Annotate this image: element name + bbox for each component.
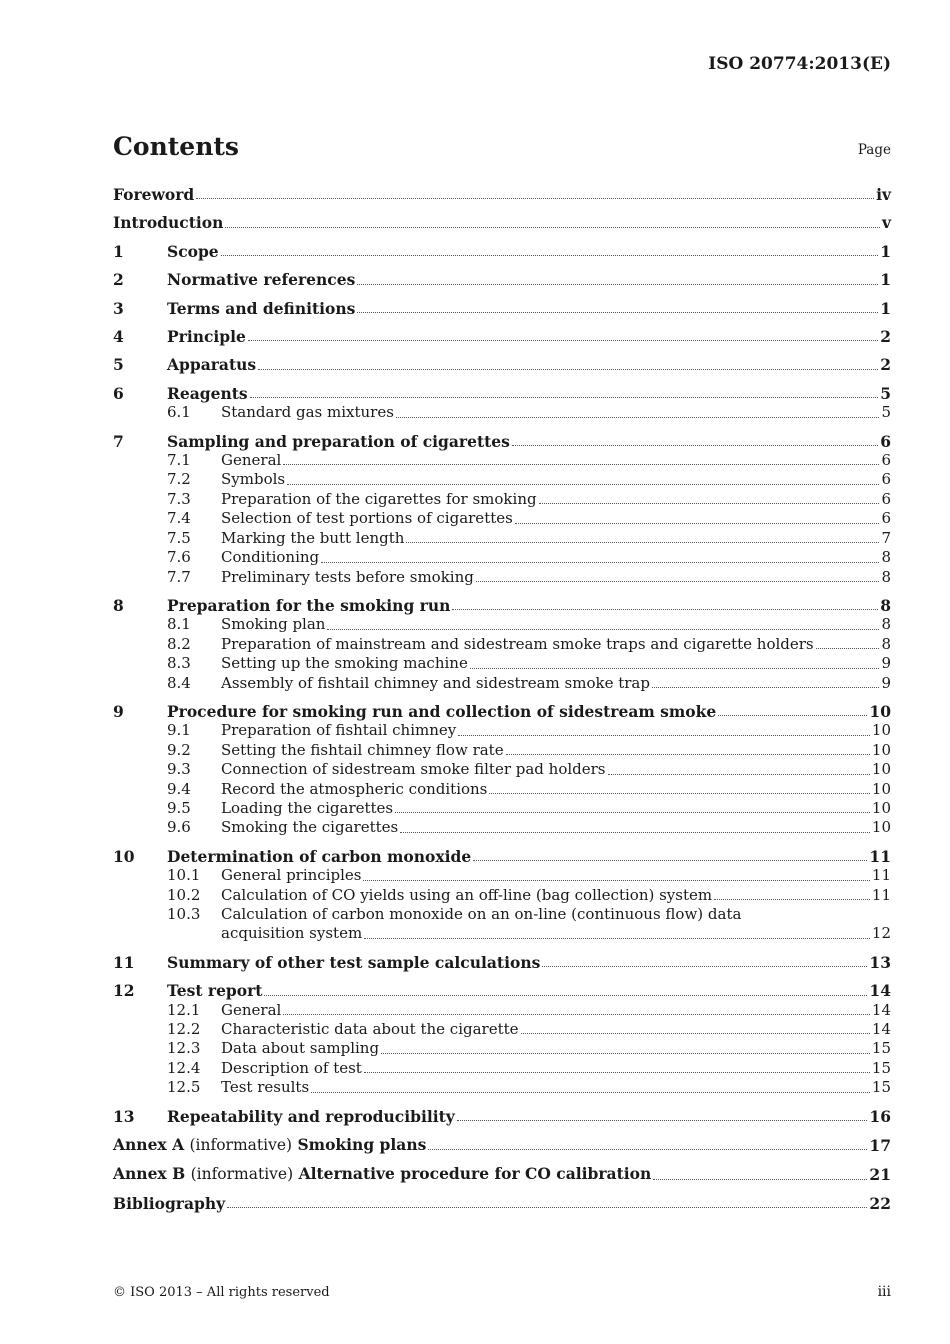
toc-title: Assembly of fishtail chimney and sidestream smoke trap bbox=[221, 673, 650, 692]
toc-entry-13[interactable] bbox=[113, 1107, 891, 1126]
dot-leader bbox=[473, 860, 867, 861]
toc-page: 8 bbox=[881, 567, 891, 586]
toc-number: 8.2 bbox=[167, 634, 191, 653]
toc-page: 11 bbox=[871, 885, 891, 904]
toc-title: Test results bbox=[221, 1078, 310, 1097]
toc-page: 17 bbox=[869, 1136, 891, 1156]
toc-title: Reagents bbox=[167, 383, 248, 403]
dot-leader bbox=[264, 995, 867, 996]
toc-title: Normative references bbox=[167, 270, 356, 290]
page-number: iii bbox=[877, 1284, 891, 1300]
toc-page: 11 bbox=[869, 846, 891, 866]
dot-leader bbox=[311, 1092, 870, 1093]
toc-entry-bibliography[interactable] bbox=[113, 1194, 891, 1213]
toc-page: v bbox=[881, 213, 891, 233]
dot-leader bbox=[457, 1120, 868, 1121]
toc-number: 9.3 bbox=[167, 760, 191, 779]
toc-title: Record the atmospheric conditions bbox=[221, 779, 488, 798]
dot-leader bbox=[327, 629, 879, 630]
toc-page: 14 bbox=[871, 1020, 891, 1039]
toc-title: Characteristic data about the cigarette bbox=[221, 1020, 519, 1039]
toc-number: 9.4 bbox=[167, 779, 191, 798]
toc-title: Preparation of fishtail chimney bbox=[221, 721, 457, 740]
dot-leader bbox=[458, 735, 870, 736]
toc-title: Introduction bbox=[113, 213, 224, 233]
dot-leader bbox=[396, 417, 880, 418]
toc-title: Conditioning bbox=[221, 548, 320, 567]
annex-info: (informative) bbox=[190, 1165, 294, 1184]
dot-leader bbox=[652, 687, 879, 688]
toc-page: 10 bbox=[871, 740, 891, 759]
annex-title: Smoking plans bbox=[297, 1135, 427, 1155]
toc-page: 8 bbox=[881, 615, 891, 634]
toc-entry-6[interactable] bbox=[113, 384, 891, 403]
toc-number: 10.1 bbox=[167, 866, 201, 885]
dot-leader bbox=[248, 340, 878, 341]
dot-leader bbox=[406, 542, 879, 543]
toc-entry-12-1[interactable] bbox=[113, 1001, 891, 1020]
annex-title: Alternative procedure for CO calibration bbox=[298, 1164, 652, 1184]
toc-entry-9[interactable] bbox=[113, 702, 891, 721]
toc-title: Preparation of mainstream and sidestream smoke traps and cigarette holders bbox=[221, 634, 814, 653]
toc-number: 12.3 bbox=[167, 1039, 201, 1058]
toc-number: 11 bbox=[113, 952, 135, 972]
toc-number: 7.7 bbox=[167, 567, 191, 586]
toc-title: Loading the cigarettes bbox=[221, 798, 394, 817]
dot-leader bbox=[395, 812, 870, 813]
toc-page: 6 bbox=[881, 489, 891, 508]
toc-page: 10 bbox=[871, 760, 891, 779]
toc-entry-1[interactable] bbox=[113, 242, 891, 261]
toc-page: 9 bbox=[881, 654, 891, 673]
toc-title bbox=[113, 1164, 651, 1184]
dot-leader bbox=[250, 397, 879, 398]
dot-leader bbox=[476, 581, 880, 582]
toc-entry-9-1[interactable] bbox=[113, 721, 891, 740]
dot-leader bbox=[227, 1207, 867, 1208]
toc-entry-7-4[interactable] bbox=[113, 509, 891, 528]
dot-leader bbox=[287, 484, 879, 485]
toc-page: 1 bbox=[880, 241, 891, 261]
toc-title: Procedure for smoking run and collection of sidestream smoke bbox=[167, 701, 717, 721]
toc-page: 10 bbox=[871, 818, 891, 837]
toc-title: Bibliography bbox=[113, 1193, 226, 1213]
toc-title: Setting the fishtail chimney flow rate bbox=[221, 740, 504, 759]
dot-leader bbox=[321, 562, 879, 563]
toc-page: 2 bbox=[880, 355, 891, 375]
toc-page: 15 bbox=[871, 1078, 891, 1097]
dot-leader bbox=[357, 284, 878, 285]
toc-title: Smoking plan bbox=[221, 615, 326, 634]
toc-entry-11[interactable] bbox=[113, 953, 891, 972]
dot-leader bbox=[428, 1149, 867, 1150]
toc-entry-12[interactable] bbox=[113, 981, 891, 1000]
toc-entry-9-6[interactable] bbox=[113, 818, 891, 837]
dot-leader bbox=[714, 899, 870, 900]
dot-leader bbox=[452, 609, 878, 610]
annex-label: Annex B bbox=[113, 1164, 186, 1184]
toc-entry-introduction[interactable] bbox=[113, 213, 891, 232]
toc-entry-12-3[interactable] bbox=[113, 1039, 891, 1058]
toc-page: 13 bbox=[869, 952, 891, 972]
toc-title: Preparation of the cigarettes for smoking bbox=[221, 489, 537, 508]
dot-leader bbox=[816, 648, 880, 649]
toc-number: 10.2 bbox=[167, 885, 201, 904]
annex-label: Annex A bbox=[113, 1135, 185, 1155]
toc-title: Description of test bbox=[221, 1058, 362, 1077]
toc-title: General bbox=[221, 1000, 282, 1019]
document-id: ISO 20774:2013(E) bbox=[708, 54, 891, 74]
toc-title: Connection of sidestream smoke filter pad holders bbox=[221, 760, 606, 779]
toc-page: 14 bbox=[871, 1000, 891, 1019]
toc-number: 12.5 bbox=[167, 1078, 201, 1097]
toc-page: 1 bbox=[880, 270, 891, 290]
toc-title: Terms and definitions bbox=[167, 298, 356, 318]
toc-title: Preliminary tests before smoking bbox=[221, 567, 474, 586]
toc-page: 1 bbox=[880, 298, 891, 318]
toc-title-line1: Calculation of carbon monoxide on an on-line (continuous flow) data bbox=[221, 905, 742, 923]
toc-number: 10 bbox=[113, 846, 135, 866]
toc-title: Principle bbox=[167, 327, 246, 347]
toc-entry-12-4[interactable] bbox=[113, 1059, 891, 1078]
toc-entry-12-2[interactable] bbox=[113, 1020, 891, 1039]
toc-page: 8 bbox=[881, 548, 891, 567]
toc-entry-4[interactable] bbox=[113, 327, 891, 346]
toc-title: General principles bbox=[221, 866, 362, 885]
toc-page: 12 bbox=[871, 924, 891, 943]
toc-number: 7.6 bbox=[167, 548, 191, 567]
toc-page: 14 bbox=[869, 981, 891, 1001]
toc-number: 9.2 bbox=[167, 740, 191, 759]
toc-number: 8.3 bbox=[167, 654, 191, 673]
toc-title: Summary of other test sample calculations bbox=[167, 952, 541, 972]
toc-entry-7-3[interactable] bbox=[113, 490, 891, 509]
toc-number: 9.6 bbox=[167, 818, 191, 837]
toc-number: 7.5 bbox=[167, 528, 191, 547]
toc-entry-annex-b[interactable] bbox=[113, 1164, 891, 1184]
toc-entry-10-3-continued[interactable] bbox=[113, 924, 891, 943]
dot-leader bbox=[515, 523, 880, 524]
toc-number: 9.1 bbox=[167, 721, 191, 740]
dot-leader bbox=[221, 255, 879, 256]
toc-number: 1 bbox=[113, 241, 124, 261]
toc-number: 7.4 bbox=[167, 509, 191, 528]
toc-entry-8-1[interactable] bbox=[113, 615, 891, 634]
toc-page: 6 bbox=[880, 431, 891, 451]
toc-number: 7.1 bbox=[167, 451, 191, 470]
toc-page: 11 bbox=[871, 866, 891, 885]
toc-number: 7.2 bbox=[167, 470, 191, 489]
dot-leader bbox=[283, 464, 879, 465]
dot-leader bbox=[364, 1072, 870, 1073]
toc-number: 7.3 bbox=[167, 489, 191, 508]
toc-title: Data about sampling bbox=[221, 1039, 380, 1058]
toc-page: 6 bbox=[881, 470, 891, 489]
toc-entry-7-1[interactable] bbox=[113, 451, 891, 470]
toc-page: 2 bbox=[880, 327, 891, 347]
toc-entry-7-6[interactable] bbox=[113, 548, 891, 567]
page-column-label: Page bbox=[857, 142, 891, 158]
toc-number: 6 bbox=[113, 383, 124, 403]
dot-leader bbox=[542, 966, 867, 967]
dot-leader bbox=[512, 445, 878, 446]
toc-title bbox=[113, 1135, 426, 1155]
toc-page: 7 bbox=[881, 528, 891, 547]
toc-title: Apparatus bbox=[167, 355, 257, 375]
toc-number: 13 bbox=[113, 1106, 135, 1126]
contents-title: Contents bbox=[113, 132, 240, 161]
toc-page: iv bbox=[876, 185, 891, 204]
dot-leader bbox=[521, 1033, 870, 1034]
toc-title: Smoking the cigarettes bbox=[221, 818, 399, 837]
toc-page: 10 bbox=[871, 721, 891, 740]
toc-page: 8 bbox=[880, 595, 891, 615]
toc-entry-8-3[interactable] bbox=[113, 654, 891, 673]
toc-entry-7[interactable] bbox=[113, 432, 891, 451]
toc-entry-9-4[interactable] bbox=[113, 780, 891, 799]
toc-title: Scope bbox=[167, 241, 219, 261]
toc-entry-6-1[interactable] bbox=[113, 403, 891, 422]
toc-page: 8 bbox=[881, 634, 891, 653]
toc-number: 10.3 bbox=[167, 905, 201, 923]
toc-number: 9 bbox=[113, 701, 124, 721]
dot-leader bbox=[381, 1053, 870, 1054]
toc-page: 10 bbox=[871, 798, 891, 817]
toc-entry-foreword[interactable] bbox=[113, 185, 891, 204]
toc-title: Calculation of CO yields using an off-line (bag collection) system bbox=[221, 885, 713, 904]
dot-leader bbox=[718, 715, 867, 716]
toc-entry-7-2[interactable] bbox=[113, 470, 891, 489]
toc-entry-9-3[interactable] bbox=[113, 760, 891, 779]
toc-number: 12 bbox=[113, 981, 135, 1001]
toc-number: 7 bbox=[113, 431, 124, 451]
dot-leader bbox=[653, 1179, 867, 1180]
dot-leader bbox=[364, 938, 870, 939]
toc-page: 6 bbox=[881, 451, 891, 470]
toc-number: 2 bbox=[113, 270, 124, 290]
toc-title: Symbols bbox=[221, 470, 286, 489]
toc-title: Selection of test portions of cigarettes bbox=[221, 509, 513, 528]
toc-page: 10 bbox=[871, 779, 891, 798]
toc-title-line2: acquisition system bbox=[221, 924, 363, 943]
toc-entry-7-5[interactable] bbox=[113, 529, 891, 548]
toc-page: 10 bbox=[869, 701, 891, 721]
toc-number: 8.1 bbox=[167, 615, 191, 634]
toc-entry-8[interactable] bbox=[113, 596, 891, 615]
toc-entry-7-7[interactable] bbox=[113, 568, 891, 587]
toc-number: 9.5 bbox=[167, 798, 191, 817]
toc-page: 21 bbox=[869, 1165, 891, 1185]
annex-info: (informative) bbox=[189, 1136, 293, 1155]
toc-entry-3[interactable] bbox=[113, 299, 891, 318]
toc-entry-12-5[interactable] bbox=[113, 1078, 891, 1097]
toc-page: 16 bbox=[869, 1106, 891, 1126]
toc-number: 12.2 bbox=[167, 1020, 201, 1039]
toc-entry-10-2[interactable] bbox=[113, 886, 891, 905]
dot-leader bbox=[258, 369, 878, 370]
toc-entry-8-2[interactable] bbox=[113, 635, 891, 654]
toc-title: Preparation for the smoking run bbox=[167, 595, 451, 615]
toc-title: Foreword bbox=[113, 185, 195, 204]
toc-number: 5 bbox=[113, 355, 124, 375]
toc-page: 15 bbox=[871, 1039, 891, 1058]
toc-number: 4 bbox=[113, 327, 124, 347]
toc-title: Standard gas mixtures bbox=[221, 403, 394, 422]
toc-entry-2[interactable] bbox=[113, 270, 891, 289]
toc-number: 8.4 bbox=[167, 673, 191, 692]
toc-entry-10-3[interactable] bbox=[113, 905, 891, 924]
dot-leader bbox=[196, 198, 874, 199]
toc-title: Repeatability and reproducibility bbox=[167, 1106, 455, 1126]
toc-number: 6.1 bbox=[167, 403, 191, 422]
toc-title: Sampling and preparation of cigarettes bbox=[167, 431, 510, 451]
toc-number: 8 bbox=[113, 595, 124, 615]
toc-page: 5 bbox=[881, 403, 891, 422]
toc-number: 12.1 bbox=[167, 1000, 201, 1019]
dot-leader bbox=[539, 503, 880, 504]
dot-leader bbox=[225, 227, 880, 228]
toc-page: 15 bbox=[871, 1058, 891, 1077]
toc-entry-9-2[interactable] bbox=[113, 741, 891, 760]
toc-title: Determination of carbon monoxide bbox=[167, 846, 472, 866]
dot-leader bbox=[283, 1014, 870, 1015]
toc-number: 3 bbox=[113, 298, 124, 318]
toc-entry-9-5[interactable] bbox=[113, 799, 891, 818]
toc-entry-10-1[interactable] bbox=[113, 866, 891, 885]
toc-page: 22 bbox=[869, 1193, 891, 1213]
dot-leader bbox=[357, 312, 878, 313]
copyright-notice: © ISO 2013 – All rights reserved bbox=[113, 1285, 330, 1300]
toc-title: Marking the butt length bbox=[221, 528, 405, 547]
toc-page: 5 bbox=[880, 383, 891, 403]
toc-title: Setting up the smoking machine bbox=[221, 654, 468, 673]
toc-entry-8-4[interactable] bbox=[113, 674, 891, 693]
toc-entry-10[interactable] bbox=[113, 847, 891, 866]
dot-leader bbox=[608, 774, 870, 775]
dot-leader bbox=[506, 754, 870, 755]
toc-entry-5[interactable] bbox=[113, 355, 891, 374]
dot-leader bbox=[470, 668, 880, 669]
table-of-contents bbox=[113, 185, 891, 1213]
dot-leader bbox=[363, 880, 869, 881]
toc-title: Test report bbox=[167, 981, 263, 1001]
toc-page: 6 bbox=[881, 509, 891, 528]
toc-page: 9 bbox=[881, 673, 891, 692]
dot-leader bbox=[400, 832, 870, 833]
toc-number: 12.4 bbox=[167, 1058, 201, 1077]
toc-title: General bbox=[221, 451, 282, 470]
dot-leader bbox=[489, 793, 870, 794]
toc-entry-annex-a[interactable] bbox=[113, 1135, 891, 1155]
